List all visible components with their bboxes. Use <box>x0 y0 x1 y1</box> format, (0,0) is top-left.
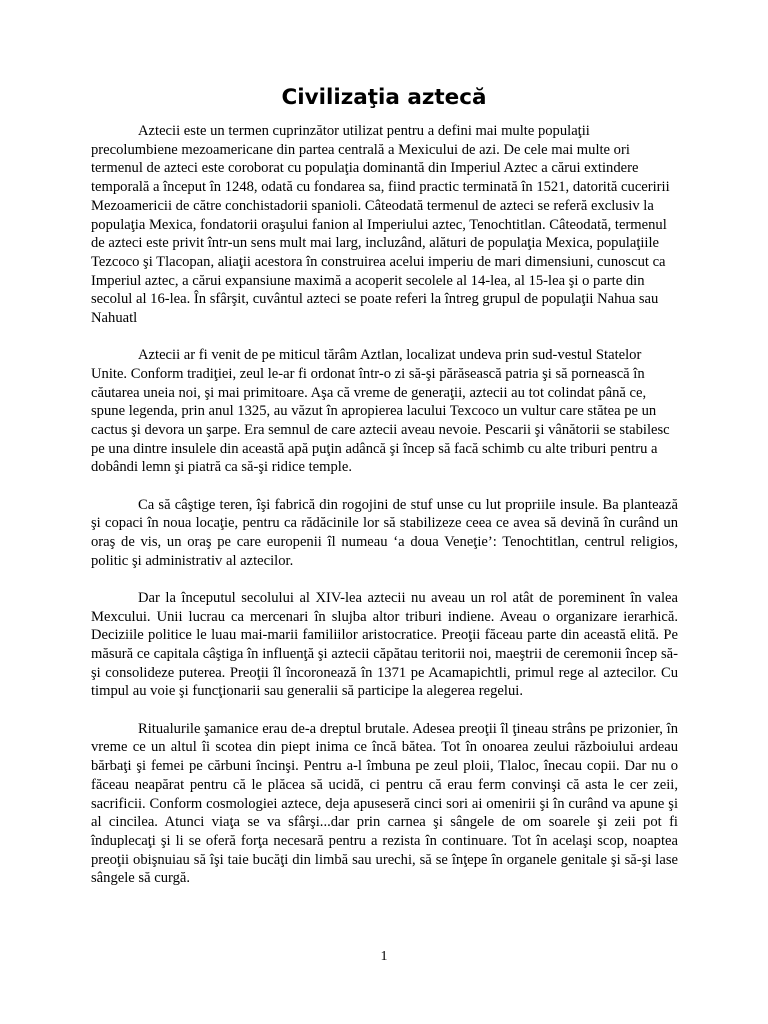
paragraph-3: Ca să câştige teren, îşi fabrică din rogojini de stuf unse cu lut propriile insule. Ba plantează şi copaci în noua locaţie, pentru ca rădăcinile lor să stabilizeze ceea ce avea să devină în curând un oraş de vis, un oraş pe care europenii îl numeau ‘a doua Veneţie’: Tenochtitlan, centrul religios, politic şi administrativ al aztecilor. <box>91 496 678 569</box>
paragraph-5: Ritualurile şamanice erau de-a dreptul brutale. Adesea preoţii îl ţineau strâns pe prizonier, în vreme ce un altul îi scotea din piept inima ce încă bătea. Tot în onoarea zeului războiului ardeau bărbaţi şi femei pe cărbuni încinşi. Pentru a-l îmbuna pe zeul ploii, Tlaloc, înecau copii. Dar nu o făceau neapărat pentru că le plăcea să ucidă, ci pentru că erau ferm convinşi că asta le cer zeii, sacrificii. Conform cosmologiei aztece, deja apuseseră cinci sori ai omenirii şi în curând va apune şi al cincilea. Atunci viaţa se va sfârşi...dar prin carnea şi sângele de om soarele şi zeii pot fi înduplecaţi şi li se oferă forţa necesară pentru a rezista în continuare. Tot în acelaşi scop, noaptea preoţii obişnuiau să îşi taie bucăţi din limbă sau urechi, să se înţepe în organele genitale şi să-şi lase sângele să curgă. <box>91 720 678 887</box>
page-title: Civilizaţia aztecă <box>281 85 487 110</box>
paragraph-2: Aztecii ar fi venit de pe miticul tărâm Aztlan, localizat undeva prin sud-vestul Statelor Unite. Conform tradiţiei, zeul le-ar fi ordonat într-o zi să-şi părăsească patria şi să pornească în căutarea uneia noi, şi mai primitoare. Aşa că vreme de generaţii, aztecii au tot colindat până ce, spune legenda, prin anul 1325, au văzut în apropierea lacului Texcoco un vultur care stătea pe un cactus şi devora un şarpe. Era semnul de care aztecii aveau nevoie. Pescarii şi vânătorii se stabilesc pe una dintre insulele din această apă puţin adâncă şi încep să facă schimb cu alte triburi pentru a dobândi lemn şi piatră ca să-şi ridice temple. <box>91 347 670 476</box>
page-number: 1 <box>380 949 388 964</box>
paragraph-1: Aztecii este un termen cuprinzător utilizat pentru a defini mai multe populaţii precolumbiene mezoamericane din partea centrală a Mexicului de azi. De cele mai multe ori termenul de azteci este coroborat cu populaţia dominantă din Imperiul Aztec a cărui extindere temporală a început în 1248, odată cu fondarea sa, fiind practic terminată în 1521, datorită cuceririi Mezoamericii de către conchistadorii spanioli. Câteodată termenul de azteci se referă exclusiv la populaţia Mexica, fondatorii oraşului fanion al Imperiului aztec, Tenochtitlan. Câteodată, termenul de azteci este privit într-un sens mult mai larg, incluzând, alături de populaţia Mexica, populaţiile Tezcoco şi Tlacopan, aliaţii acestora în construirea acelui imperiu de mari dimensiuni, cunoscut ca Imperiul aztec, a cărui expansiune maximă a acoperit secolele al 14-lea, al 15-lea şi o parte din secolul al 16-lea. În sfârşit, cuvântul azteci se poate referi la întreg grupul de populaţii Nahua sau Nahuatl <box>91 123 670 327</box>
paragraph-4: Dar la începutul secolului al XIV-lea aztecii nu aveau un rol atât de poreminent în valea Mexcului. Unii lucrau ca mercenari în slujba altor triburi indiene. Aveau o organizare ierarhică. Deciziile politice le luau mai-marii familiilor aristocratice. Preoţii făceau parte din această elită. Pe măsură ce capitala câştiga în influenţă şi aztecii căpătau teritorii noi, maeştrii de ceremonii încep să-şi consolideze puterea. Preoţii îl încoronează în 1371 pe Acamapichtli, primul rege al aztecilor. Cu timpul au voie şi funcţionarii sau generalii să participe la alegerea regelui. <box>91 589 678 700</box>
body-text <box>91 122 678 907</box>
